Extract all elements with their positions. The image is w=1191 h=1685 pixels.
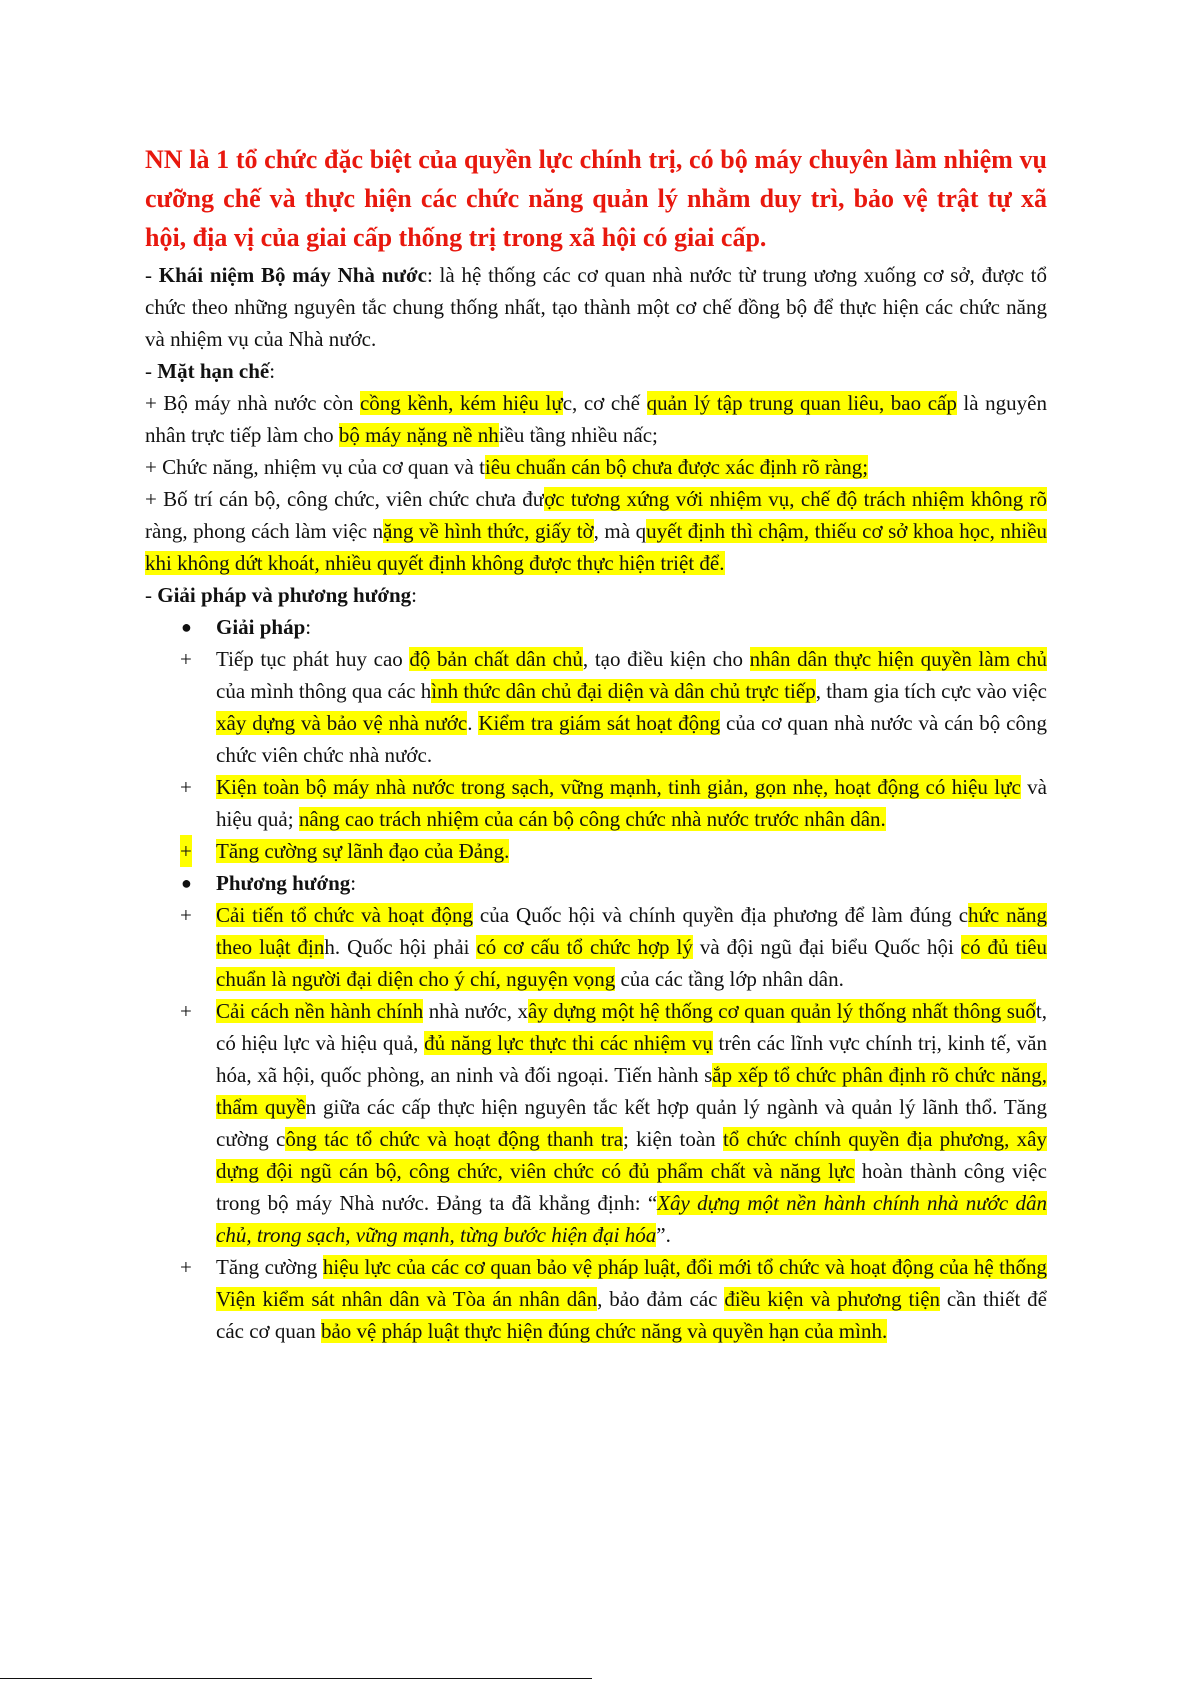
highlight: có cơ cấu tổ chức hợp lý	[476, 935, 693, 959]
highlight: đủ năng lực thực thi các nhiệm vụ	[424, 1031, 713, 1055]
solution-item-1: + Tiếp tục phát huy cao độ bản chất dân chủ, tạo điều kiện cho nhân dân thực hiện quyền làm chủ của mình thông qua các hình thức dân chủ đại diện và dân chủ trực tiếp, tham gia tích cực vào việc xây dựng và bảo vệ nhà nước. Kiểm tra giám sát hoạt động của cơ quan nhà nước và cán bộ công chức viên chức nhà nước.	[145, 643, 1047, 771]
highlight: hức năng theo luật địn	[216, 903, 1047, 959]
highlight: Tăng cường sự lãnh đạo của Đảng.	[216, 839, 510, 863]
direction-item-2: + Cải cách nền hành chính nhà nước, xây dựng một hệ thống cơ quan quản lý thống nhất thông suốt, có hiệu lực và hiệu quả, đủ năng lực thực thi các nhiệm vụ trên các lĩnh vực chính trị, kinh tế, văn hóa, xã hội, quốc phòng, an ninh và đối ngoại. Tiến hành sắp xếp tổ chức phân định rõ chức năng, thẩm quyền giữa các cấp thực hiện nguyên tắc kết hợp quản lý ngành và quản lý lãnh thổ. Tăng cường công tác tổ chức và hoạt động thanh tra; kiện toàn tổ chức chính quyền địa phương, xây dựng đội ngũ cán bộ, công chức, viên chức có đủ phẩm chất và năng lực hoàn thành công việc trong bộ máy Nhà nước. Đảng ta đã khẳng định: “Xây dựng một nền hành chính nhà nước dân chủ, trong sạch, vững mạnh, từng bước hiện đại hóa”.	[145, 995, 1047, 1251]
highlight: nâng cao trách nhiệm của cán bộ công chức nhà nước trước nhân dân.	[298, 807, 886, 831]
highlight: điều kiện và phương tiện	[724, 1287, 941, 1311]
highlight: cồng kềnh, kém hiệu lự	[359, 391, 563, 415]
highlight: có đủ tiêu chuẩn là người đại diện cho ý chí, nguyện vọng	[216, 935, 1047, 991]
plus-marker: +	[180, 999, 192, 1023]
footer-divider	[0, 1678, 592, 1679]
highlight: ắp xếp tổ chức phân định rõ chức năng, thẩm quyề	[216, 1063, 1047, 1119]
highlight: Kiện toàn bộ máy nhà nước trong sạch, vững mạnh, tinh giản, gọn nhẹ, hoạt động có hiệu lực	[216, 775, 1021, 799]
limits-item-1: + Bộ máy nhà nước còn cồng kềnh, kém hiệu lực, cơ chế quản lý tập trung quan liêu, bao cấp là nguyên nhân trực tiếp làm cho bộ máy nặng nề nhiều tầng nhiều nấc;	[145, 391, 1047, 447]
document-title: NN là 1 tổ chức đặc biệt của quyền lực chính trị, có bộ máy chuyên làm nhiệm vụ cưỡng chế và thực hiện các chức năng quản lý nhằm duy trì, bảo vệ trật tự xã hội, địa vị của giai cấp thống trị trong xã hội có giai cấp.	[145, 145, 1047, 252]
plus-marker: +	[180, 1255, 192, 1279]
limits-label: Mặt hạn chế	[157, 359, 270, 383]
highlight: ây dựng một hệ thống cơ quan quản lý thống nhất thông suố	[528, 999, 1036, 1023]
solutions-heading: - Giải pháp và phương hướng:	[145, 583, 417, 607]
bullet-icon: ●	[181, 873, 192, 893]
highlight: uyết định thì chậm, thiếu cơ sở khoa học, nhiều khi không dứt khoát, nhiều quyết định không được thực hiện triệt để.	[145, 519, 1048, 575]
concept-paragraph: - Khái niệm Bộ máy Nhà nước: là hệ thống các cơ quan nhà nước từ trung ương xuống cơ sở, được tổ chức theo những nguyên tắc chung thống nhất, tạo thành một cơ chế đồng bộ để thực hiện các chức năng và nhiệm vụ của Nhà nước.	[145, 263, 1048, 351]
highlight: xây dựng và bảo vệ nhà nước	[216, 711, 468, 735]
limits-item-2: + Chức năng, nhiệm vụ của cơ quan và tiêu chuẩn cán bộ chưa được xác định rõ ràng;	[145, 455, 869, 479]
plus-marker: +	[180, 835, 192, 867]
highlight: ợc tương xứng với nhiệm vụ, chế độ trách nhiệm không rõ	[544, 487, 1047, 511]
solution-item-3	[145, 835, 1047, 867]
highlight-quote: Xây dựng một nền hành chính nhà nước dân chủ, trong sạch, vững mạnh, từng bước hiện đại hóa	[216, 1191, 1047, 1247]
document-page	[145, 140, 1047, 1347]
bullet-direction: ● Phương hướng:	[145, 867, 1047, 899]
direction-item-1: + Cải tiến tổ chức và hoạt động của Quốc hội và chính quyền địa phương để làm đúng chức năng theo luật định. Quốc hội phải có cơ cấu tổ chức hợp lý và đội ngũ đại biểu Quốc hội có đủ tiêu chuẩn là người đại diện cho ý chí, nguyện vọng của các tầng lớp nhân dân.	[145, 899, 1047, 995]
bullet-icon: ●	[181, 617, 192, 637]
highlight: ặng về hình thức, giấy tờ	[383, 519, 594, 543]
plus-marker: +	[180, 647, 192, 671]
plus-marker: +	[180, 775, 192, 799]
highlight: ình thức dân chủ đại diện và dân chủ trực tiếp	[431, 679, 816, 703]
highlight: bộ máy nặng nề nh	[338, 423, 499, 447]
highlight: nhân dân thực hiện quyền làm chủ	[749, 647, 1047, 671]
solutions-label: Giải pháp và phương hướng	[157, 583, 412, 607]
highlight: Kiểm tra giám sát hoạt động	[478, 711, 721, 735]
highlight: quản lý tập trung quan liêu, bao cấp	[646, 391, 957, 415]
highlight: Cải cách nền hành chính	[216, 999, 424, 1023]
highlight: độ bản chất dân chủ	[409, 647, 583, 671]
direction-item-3: + Tăng cường hiệu lực của các cơ quan bảo vệ pháp luật, đổi mới tổ chức và hoạt động của hệ thống Viện kiểm sát nhân dân và Tòa án nhân dân, bảo đảm các điều kiện và phương tiện cần thiết để các cơ quan bảo vệ pháp luật thực hiện đúng chức năng và quyền hạn của mình.	[145, 1251, 1047, 1347]
limits-heading: - Mặt hạn chế:	[145, 359, 276, 383]
limits-item-3: + Bố trí cán bộ, công chức, viên chức chưa được tương xứng với nhiệm vụ, chế độ trách nhiệm không rõ ràng, phong cách làm việc nặng về hình thức, giấy tờ, mà quyết định thì chậm, thiếu cơ sở khoa học, nhiều khi không dứt khoát, nhiều quyết định không được thực hiện triệt để.	[145, 487, 1048, 575]
highlight: tổ chức chính quyền địa phương, xây dựng đội ngũ cán bộ, công chức, viên chức có đủ phẩm chất và năng lực	[216, 1127, 1047, 1183]
highlight: iêu chuẩn cán bộ chưa được xác định rõ ràng;	[484, 455, 869, 479]
solution-item-2: + Kiện toàn bộ máy nhà nước trong sạch, vững mạnh, tinh giản, gọn nhẹ, hoạt động có hiệu lực và hiệu quả; nâng cao trách nhiệm của cán bộ công chức nhà nước trước nhân dân.	[145, 771, 1047, 835]
highlight: bảo vệ pháp luật thực hiện đúng chức năng và quyền hạn của mình.	[320, 1319, 888, 1343]
highlight: ông tác tổ chức và hoạt động thanh tra	[285, 1127, 624, 1151]
highlight: Cải tiến tổ chức và hoạt động	[216, 903, 473, 927]
plus-marker: +	[180, 903, 192, 927]
concept-label: Khái niệm Bộ máy Nhà nước	[158, 263, 427, 287]
bullet-solutions: ● Giải pháp:	[145, 611, 1047, 643]
highlight: hiệu lực của các cơ quan bảo vệ pháp luật, đổi mới tổ chức và hoạt động của hệ thống Viện kiểm sát nhân dân và Tòa án nhân dân	[216, 1255, 1047, 1311]
